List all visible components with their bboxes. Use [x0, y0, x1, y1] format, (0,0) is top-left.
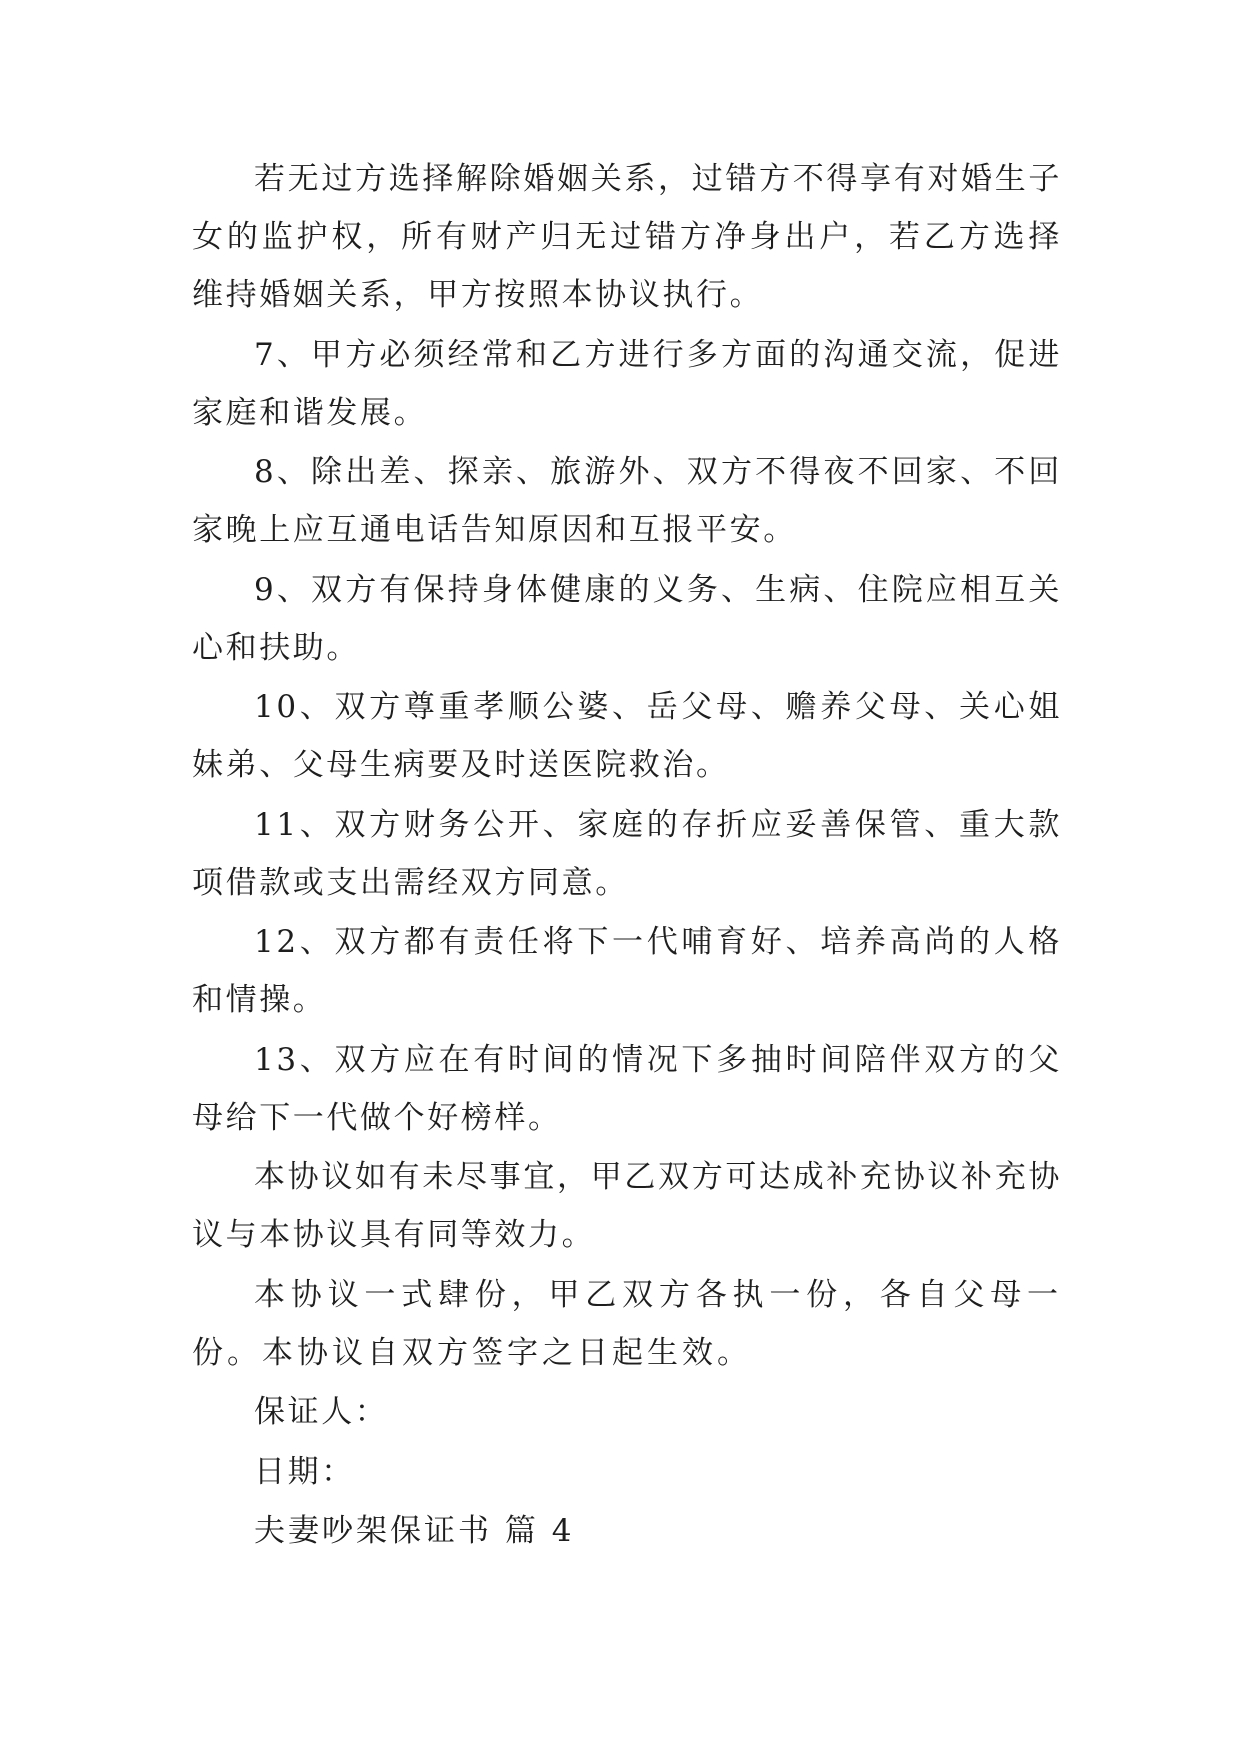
next-section-title: 夫妻吵架保证书 篇 4	[254, 1513, 575, 1549]
paragraph-clause-9: 9、双方有保持身体健康的义务、生病、住院应相互关心和扶助。	[192, 571, 1062, 666]
paragraph-clause-11: 11、双方财务公开、家庭的存折应妥善保管、重大款项借款或支出需经双方同意。	[192, 806, 1062, 901]
paragraph-clause-6-continuation: 若无过方选择解除婚姻关系，过错方不得享有对婚生子女的监护权，所有财产归无过错方净身出户，若乙方选择维持婚姻关系，甲方按照本协议执行。	[192, 161, 1062, 313]
document-body	[192, 150, 1062, 1562]
paragraph-clause-10: 10、双方尊重孝顺公婆、岳父母、赡养父母、关心姐妹弟、父母生病要及时送医院救治。	[192, 689, 1062, 783]
guarantor-label: 保证人：	[254, 1394, 389, 1430]
paragraph-clause-7: 7、甲方必须经常和乙方进行多方面的沟通交流，促进家庭和谐发展。	[192, 336, 1062, 431]
date-label: 日期：	[254, 1453, 355, 1490]
paragraph-supplementary: 本协议如有未尽事宜，甲乙双方可达成补充协议补充协议与本协议具有同等效力。	[192, 1159, 1062, 1253]
paragraph-copies-effective: 本协议一式肆份，甲乙双方各执一份，各自父母一份。本协议自双方签字之日起生效。	[192, 1276, 1062, 1371]
paragraph-clause-8: 8、除出差、探亲、旅游外、双方不得夜不回家、不回家晚上应互通电话告知原因和互报平安。	[192, 454, 1062, 548]
paragraph-clause-12: 12、双方都有责任将下一代哺育好、培养高尚的人格和情操。	[192, 924, 1062, 1018]
paragraph-clause-13: 13、双方应在有时间的情况下多抽时间陪伴双方的父母给下一代做个好榜样。	[192, 1041, 1062, 1136]
